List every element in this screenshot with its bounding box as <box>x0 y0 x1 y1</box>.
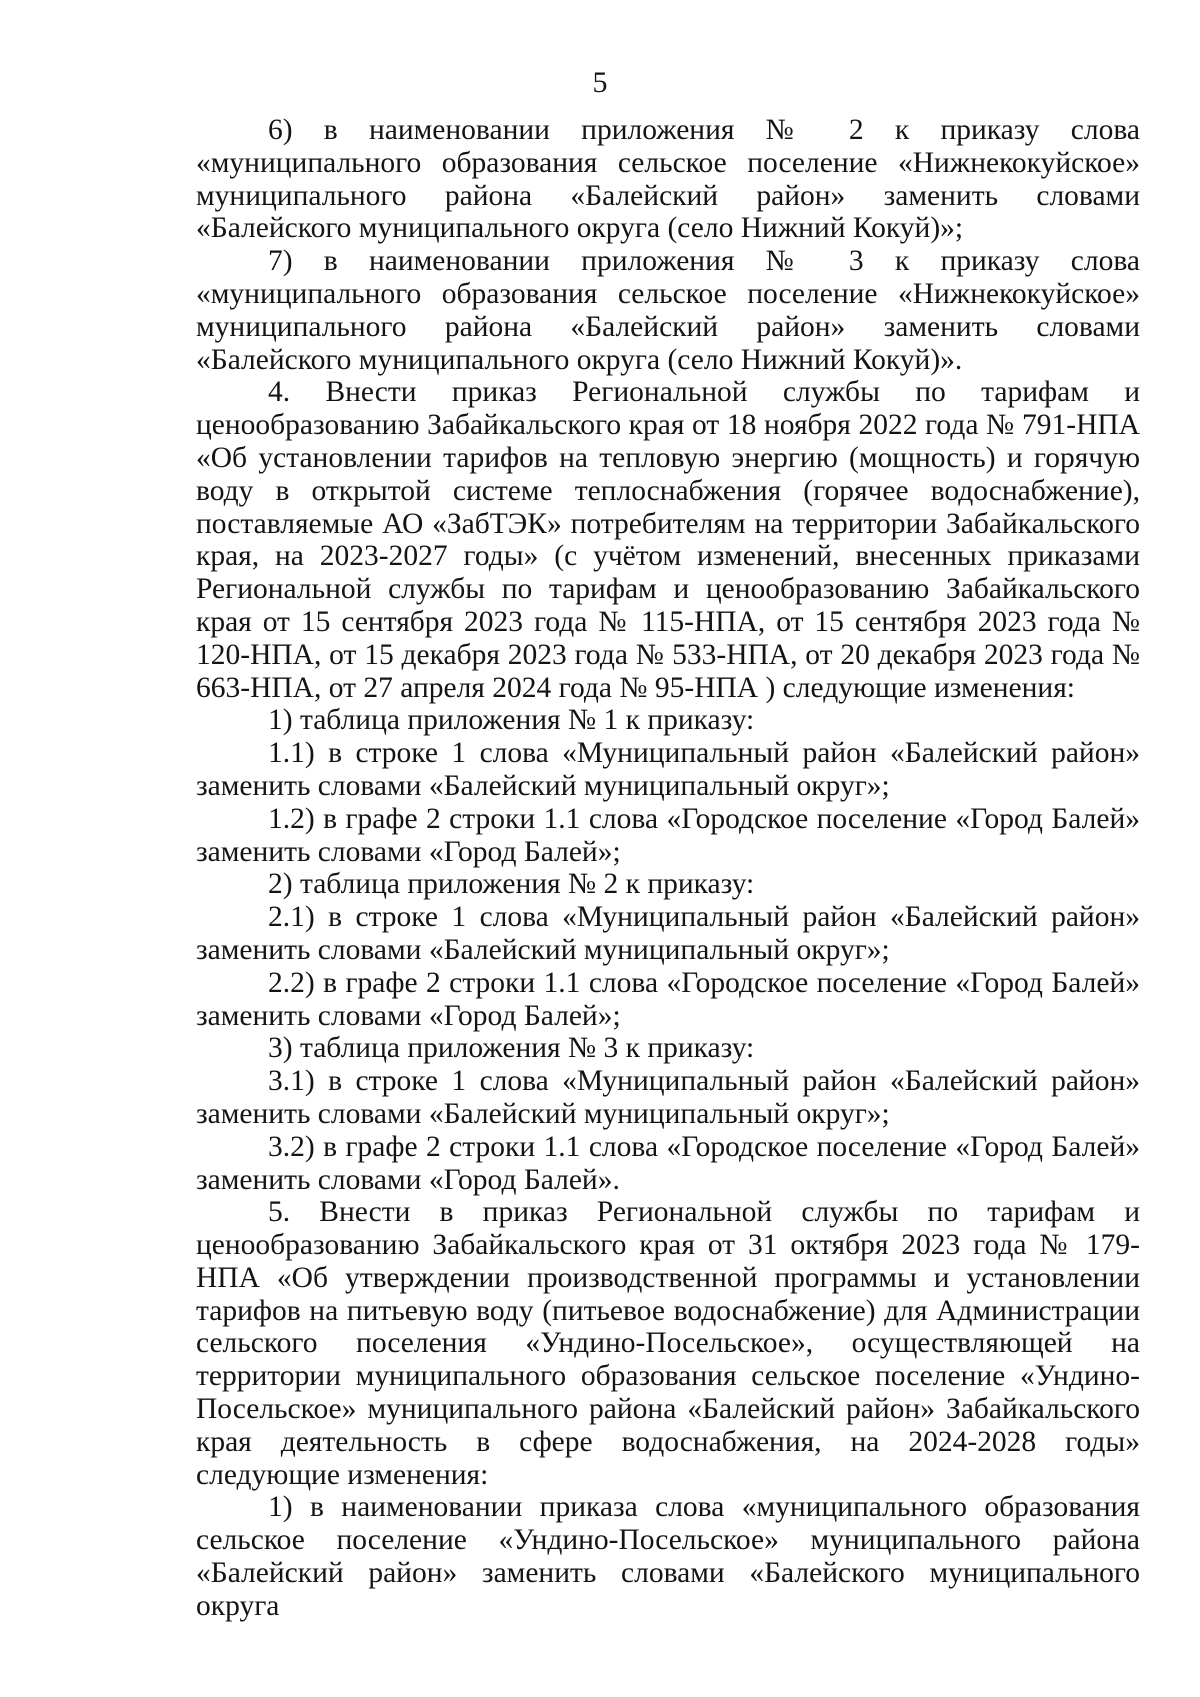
paragraph-7-appendix-3: 7) в наименовании приложения № 3 к приказу слова «муниципального образования сельское поселение «Нижнекокуйское» муниципального района «Балейский район» заменить словами «Балейского муниципального округа (село Нижний Кокуй)». <box>196 245 1140 376</box>
paragraph-6-appendix-2: 6) в наименовании приложения № 2 к приказу слова «муниципального образования сельское поселение «Нижнекокуйское» муниципального района «Балейский район» заменить словами «Балейского муниципального округа (село Нижний Кокуй)»; <box>196 114 1140 245</box>
paragraph-4-order-791: 4. Внести приказ Региональной службы по тарифам и ценообразованию Забайкальского края от 18 ноября 2022 года № 791-НПА «Об установлении тарифов на тепловую энергию (мощность) и горячую воду в открытой системе теплоснабжения (горячее водоснабжение), поставляемые АО «ЗабТЭК» потребителям на территории Забайкальского края, на 2023-2027 годы» (с учётом изменений, внесенных приказами Региональной службы по тарифам и ценообразованию Забайкальского края от 15 сентября 2023 года № 115-НПА, от 15 сентября 2023 года № 120-НПА, от 15 декабря 2023 года № 533-НПА, от 20 декабря 2023 года № 663-НПА, от 27 апреля 2024 года № 95-НПА ) следующие изменения: <box>196 376 1140 704</box>
paragraph-3-1: 3.1) в строке 1 слова «Муниципальный район «Балейский район» заменить словами «Балейский муниципальный округ»; <box>196 1065 1140 1130</box>
paragraph-1-order-title: 1) в наименовании приказа слова «муниципального образования сельское поселение «Ундино-Посельское» муниципального района «Балейский район» заменить словами «Балейского муниципального округа <box>196 1491 1140 1622</box>
paragraph-5-order-179: 5. Внести в приказ Региональной службы по тарифам и ценообразованию Забайкальского края от 31 октября 2023 года № 179-НПА «Об утверждении производственной программы и установлении тарифов на питьевую воду (питьевое водоснабжение) для Администрации сельского поселения «Ундино-Посельское», осуществляющей на территории муниципального образования сельское поселение «Ундино-Посельское» муниципального района «Балейский район» Забайкальского края деятельность в сфере водоснабжения, на 2024-2028 годы» следующие изменения: <box>196 1196 1140 1491</box>
page-number: 5 <box>592 66 608 99</box>
paragraph-3-2: 3.2) в графе 2 строки 1.1 слова «Городское поселение «Город Балей» заменить словами «Город Балей». <box>196 1130 1140 1196</box>
paragraph-table-appendix-3: 3) таблица приложения № 3 к приказу: <box>268 1032 755 1065</box>
paragraph-1-1: 1.1) в строке 1 слова «Муниципальный район «Балейский район» заменить словами «Балейский муниципальный округ»; <box>196 737 1140 802</box>
paragraph-table-appendix-2: 2) таблица приложения № 2 к приказу: <box>268 868 755 901</box>
paragraph-2-1: 2.1) в строке 1 слова «Муниципальный район «Балейский район» заменить словами «Балейский муниципальный округ»; <box>196 901 1140 966</box>
paragraph-table-appendix-1: 1) таблица приложения № 1 к приказу: <box>268 704 755 737</box>
paragraph-1-2: 1.2) в графе 2 строки 1.1 слова «Городское поселение «Город Балей» заменить словами «Город Балей»; <box>196 802 1140 868</box>
paragraph-2-2: 2.2) в графе 2 строки 1.1 слова «Городское поселение «Город Балей» заменить словами «Город Балей»; <box>196 966 1140 1032</box>
document-body <box>196 114 1140 1623</box>
